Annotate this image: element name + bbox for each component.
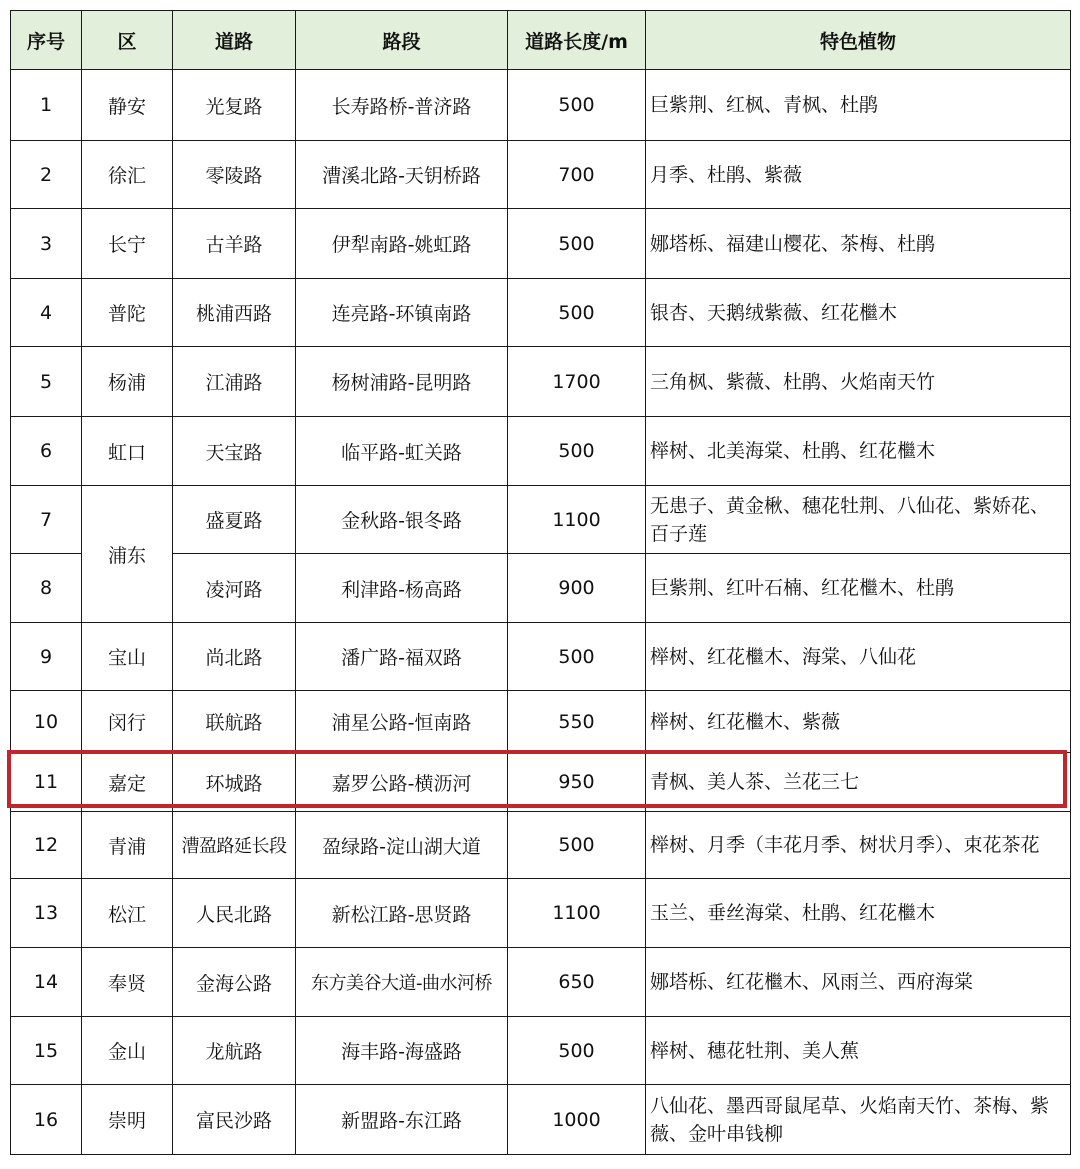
row-length: 900 bbox=[508, 554, 646, 623]
row-length: 500 bbox=[508, 1017, 646, 1085]
row-index: 15 bbox=[11, 1017, 82, 1085]
row-length: 1100 bbox=[508, 879, 646, 948]
row-road: 环城路 bbox=[173, 753, 296, 812]
row-road: 盛夏路 bbox=[173, 486, 296, 554]
row-section: 潘广路-福双路 bbox=[296, 623, 508, 691]
row-plants: 无患子、黄金楸、穗花牡荆、八仙花、紫娇花、百子莲 bbox=[646, 486, 1071, 554]
table-row bbox=[11, 623, 1071, 691]
row-district: 金山 bbox=[82, 1017, 173, 1085]
row-district: 虹口 bbox=[82, 417, 173, 486]
row-length: 1700 bbox=[508, 347, 646, 417]
row-plants: 榉树、红花檵木、海棠、八仙花 bbox=[646, 623, 1071, 691]
row-road: 联航路 bbox=[173, 691, 296, 753]
row-length: 500 bbox=[508, 279, 646, 347]
row-length: 500 bbox=[508, 812, 646, 879]
table-row bbox=[11, 1017, 1071, 1085]
header-section: 路段 bbox=[296, 11, 508, 70]
plant-road-table bbox=[10, 10, 1071, 1155]
table-row bbox=[11, 417, 1071, 486]
row-section: 漕溪北路-天钥桥路 bbox=[296, 141, 508, 209]
table-row bbox=[11, 948, 1071, 1017]
row-district: 青浦 bbox=[82, 812, 173, 879]
row-index: 6 bbox=[11, 417, 82, 486]
row-plants: 三角枫、紫薇、杜鹃、火焰南天竹 bbox=[646, 347, 1071, 417]
row-index: 13 bbox=[11, 879, 82, 948]
row-index: 3 bbox=[11, 209, 82, 279]
row-index: 12 bbox=[11, 812, 82, 879]
row-road: 光复路 bbox=[173, 70, 296, 141]
table-row bbox=[11, 279, 1071, 347]
row-length: 1000 bbox=[508, 1085, 646, 1155]
row-index: 7 bbox=[11, 486, 82, 554]
row-road: 凌河路 bbox=[173, 554, 296, 623]
table-row bbox=[11, 70, 1071, 141]
row-length: 700 bbox=[508, 141, 646, 209]
row-section: 临平路-虹关路 bbox=[296, 417, 508, 486]
row-length: 500 bbox=[508, 417, 646, 486]
row-district: 浦东 bbox=[82, 486, 173, 623]
table-row bbox=[11, 879, 1071, 948]
row-index: 14 bbox=[11, 948, 82, 1017]
row-section: 伊犁南路-姚虹路 bbox=[296, 209, 508, 279]
row-road: 天宝路 bbox=[173, 417, 296, 486]
row-section: 杨树浦路-昆明路 bbox=[296, 347, 508, 417]
row-plants: 青枫、美人茶、兰花三七 bbox=[646, 753, 1071, 812]
row-length: 550 bbox=[508, 691, 646, 753]
row-index: 9 bbox=[11, 623, 82, 691]
row-section: 东方美谷大道-曲水河桥 bbox=[296, 948, 508, 1017]
row-index: 16 bbox=[11, 1085, 82, 1155]
row-plants: 榉树、穗花牡荆、美人蕉 bbox=[646, 1017, 1071, 1085]
row-index: 1 bbox=[11, 70, 82, 141]
row-index: 8 bbox=[11, 554, 82, 623]
row-section: 海丰路-海盛路 bbox=[296, 1017, 508, 1085]
row-section: 长寿路桥-普济路 bbox=[296, 70, 508, 141]
row-section: 浦星公路-恒南路 bbox=[296, 691, 508, 753]
row-plants: 八仙花、墨西哥鼠尾草、火焰南天竹、茶梅、紫薇、金叶串钱柳 bbox=[646, 1085, 1071, 1155]
row-district: 宝山 bbox=[82, 623, 173, 691]
row-plants: 玉兰、垂丝海棠、杜鹃、红花檵木 bbox=[646, 879, 1071, 948]
row-road: 零陵路 bbox=[173, 141, 296, 209]
row-plants: 巨紫荆、红叶石楠、红花檵木、杜鹃 bbox=[646, 554, 1071, 623]
row-district: 松江 bbox=[82, 879, 173, 948]
row-road: 龙航路 bbox=[173, 1017, 296, 1085]
row-index: 2 bbox=[11, 141, 82, 209]
table-row bbox=[11, 141, 1071, 209]
row-road: 桃浦西路 bbox=[173, 279, 296, 347]
row-district: 长宁 bbox=[82, 209, 173, 279]
table-row bbox=[11, 209, 1071, 279]
row-length: 650 bbox=[508, 948, 646, 1017]
header-length: 道路长度/m bbox=[508, 11, 646, 70]
row-district: 普陀 bbox=[82, 279, 173, 347]
header-plants: 特色植物 bbox=[646, 11, 1071, 70]
row-district: 徐汇 bbox=[82, 141, 173, 209]
row-length: 500 bbox=[508, 209, 646, 279]
row-district: 杨浦 bbox=[82, 347, 173, 417]
row-section: 利津路-杨高路 bbox=[296, 554, 508, 623]
header-district: 区 bbox=[82, 11, 173, 70]
row-section: 盈绿路-淀山湖大道 bbox=[296, 812, 508, 879]
row-length: 500 bbox=[508, 623, 646, 691]
table-header-row bbox=[11, 11, 1071, 70]
header-index: 序号 bbox=[11, 11, 82, 70]
row-plants: 娜塔栎、红花檵木、风雨兰、西府海棠 bbox=[646, 948, 1071, 1017]
row-road: 江浦路 bbox=[173, 347, 296, 417]
row-district: 奉贤 bbox=[82, 948, 173, 1017]
row-index: 4 bbox=[11, 279, 82, 347]
row-plants: 银杏、天鹅绒紫薇、红花檵木 bbox=[646, 279, 1071, 347]
row-plants: 榉树、红花檵木、紫薇 bbox=[646, 691, 1071, 753]
row-district: 嘉定 bbox=[82, 753, 173, 812]
row-road: 尚北路 bbox=[173, 623, 296, 691]
row-road: 漕盈路延长段 bbox=[173, 812, 296, 879]
row-road: 富民沙路 bbox=[173, 1085, 296, 1155]
table-row bbox=[11, 691, 1071, 753]
row-plants: 榉树、北美海棠、杜鹃、红花檵木 bbox=[646, 417, 1071, 486]
row-length: 950 bbox=[508, 753, 646, 812]
row-section: 嘉罗公路-横沥河 bbox=[296, 753, 508, 812]
row-road: 人民北路 bbox=[173, 879, 296, 948]
row-index: 5 bbox=[11, 347, 82, 417]
row-road: 金海公路 bbox=[173, 948, 296, 1017]
row-length: 500 bbox=[508, 70, 646, 141]
row-length: 1100 bbox=[508, 486, 646, 554]
table-row bbox=[11, 486, 1071, 554]
row-road: 古羊路 bbox=[173, 209, 296, 279]
table-row bbox=[11, 812, 1071, 879]
row-index: 10 bbox=[11, 691, 82, 753]
row-section: 新松江路-思贤路 bbox=[296, 879, 508, 948]
table-row bbox=[11, 1085, 1071, 1155]
row-district: 闵行 bbox=[82, 691, 173, 753]
row-plants: 月季、杜鹃、紫薇 bbox=[646, 141, 1071, 209]
row-plants: 娜塔栎、福建山樱花、茶梅、杜鹃 bbox=[646, 209, 1071, 279]
table-row bbox=[11, 347, 1071, 417]
table-body bbox=[11, 70, 1071, 1155]
header-road: 道路 bbox=[173, 11, 296, 70]
row-section: 连亮路-环镇南路 bbox=[296, 279, 508, 347]
row-index: 11 bbox=[11, 753, 82, 812]
table-row bbox=[11, 753, 1071, 812]
row-plants: 巨紫荆、红枫、青枫、杜鹃 bbox=[646, 70, 1071, 141]
row-district: 静安 bbox=[82, 70, 173, 141]
row-district: 崇明 bbox=[82, 1085, 173, 1155]
row-plants: 榉树、月季（丰花月季、树状月季）、束花茶花 bbox=[646, 812, 1071, 879]
row-section: 金秋路-银冬路 bbox=[296, 486, 508, 554]
row-section: 新盟路-东江路 bbox=[296, 1085, 508, 1155]
